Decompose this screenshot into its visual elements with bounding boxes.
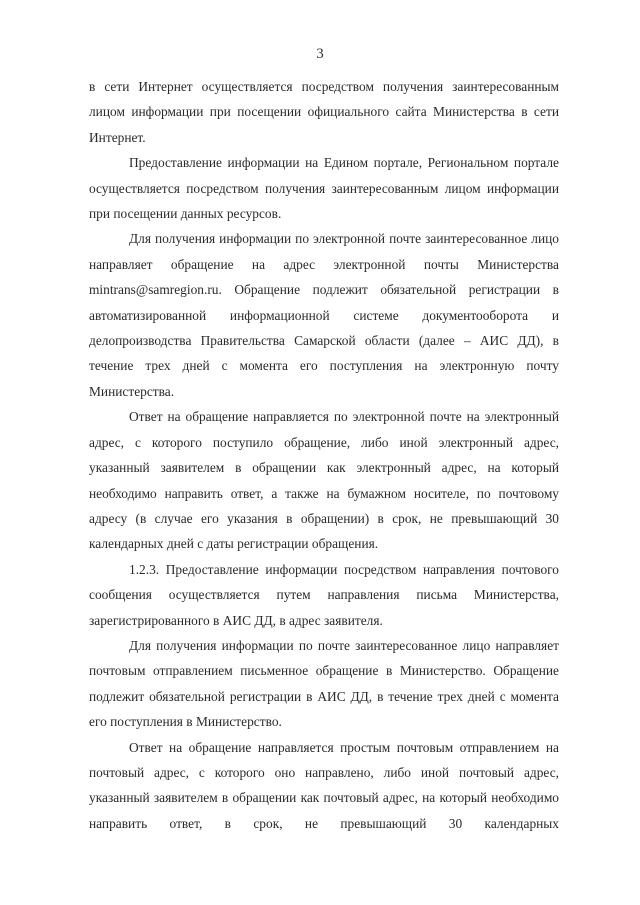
paragraph-6: Для получения информации по почте заинтересованное лицо направляет почтовым отправлением письменное обращение в Министерство. Обращение подлежит обязательной регистрации в АИС ДД, в течение трех дней с момента его поступления в Министерство. [89,637,559,730]
paragraph-3: Для получения информации по электронной почте заинтересованное лицо направляет обращение на адрес электронной почты Министерства mintrans@samregion.ru. Обращение подлежит обязательной регистрации в автоматизированной информационной системе документооборота и делопроизводства Правительства Самарской области (далее – АИС ДД), в течение трех дней с момента его поступления на электронную почту Министерства. [89,231,559,399]
paragraph-4: Ответ на обращение направляется по электронной почте на электронный адрес, с которого поступило обращение, либо иной электронный адрес, указанный заявителем в обращении как электронный адрес, на который необходимо направить ответ, а также на бумажном носителе, по почтовому адресу (в случае его указания в обращении) в срок, не превышающий 30 календарных дней с даты регистрации обращения. [89,409,559,552]
page-number: 3 [316,46,324,62]
paragraph-1: в сети Интернет осуществляется посредством получения заинтересованным лицом информации при посещении официального сайта Министерства в сети Интернет. [89,79,559,145]
paragraph-2: Предоставление информации на Едином портале, Региональном портале осуществляется посредством получения заинтересованным лицом информации при посещении данных ресурсов. [89,155,559,222]
paragraph-7: Ответ на обращение направляется простым почтовым отправлением на почтовый адрес, с которого оно направлено, либо иной почтовый адрес, указанный заявителем в обращении как почтовый адрес, на который необходимо направить ответ, в срок, не превышающий 30 календарных [89,739,559,831]
paragraph-5: 1.2.3. Предоставление информации посредством направления почтового сообщения осуществляется путем направления письма Министерства, зарегистрированного в АИС ДД, в адрес заявителя. [89,561,559,628]
body-text [89,74,559,836]
